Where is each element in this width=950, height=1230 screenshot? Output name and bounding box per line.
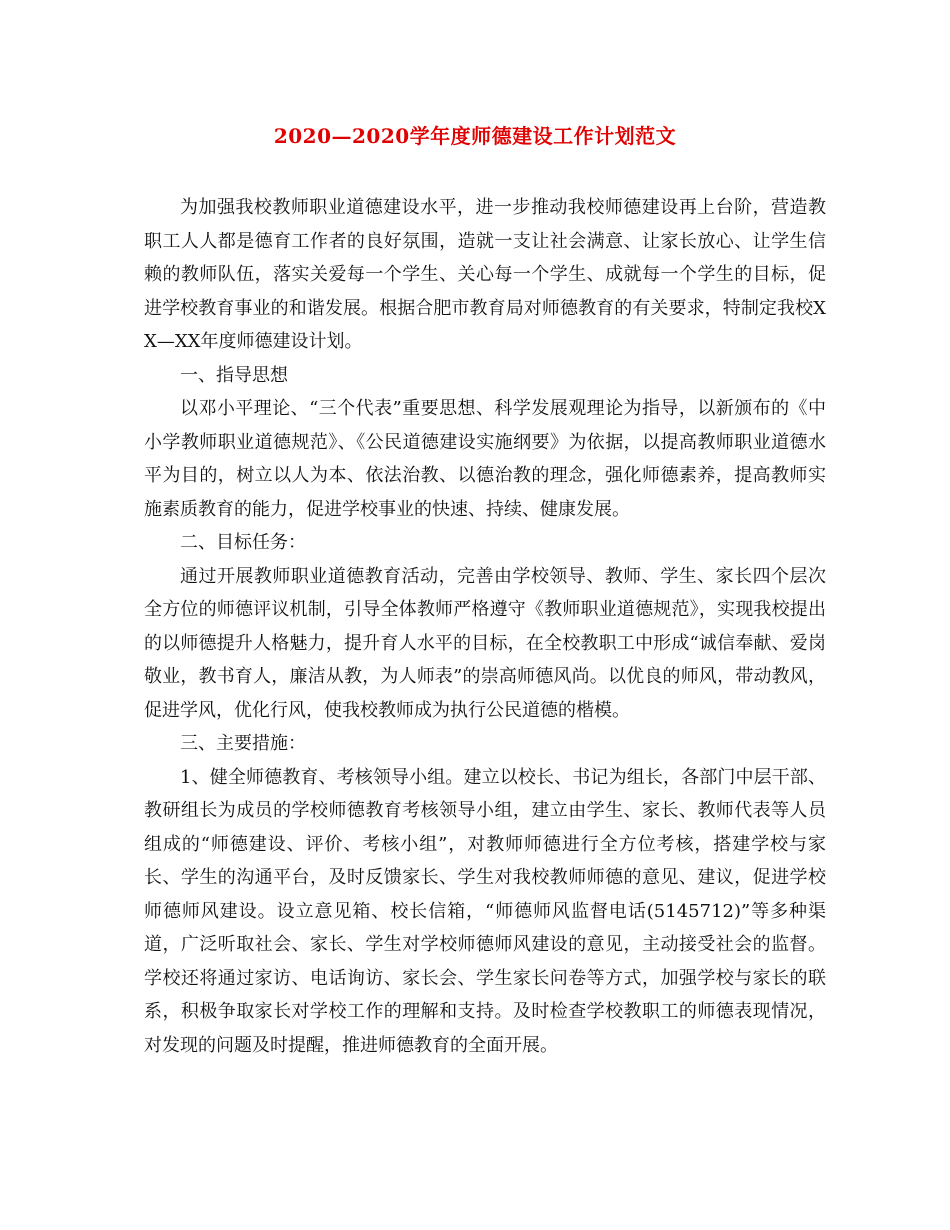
section-heading-guiding-ideology: 一、指导思想 xyxy=(180,364,288,386)
document-body xyxy=(144,191,826,1062)
intro-paragraph: 为加强我校教师职业道德建设水平，进一步推动我校师德建设再上台阶，营造教职工人人都是德育工作者的良好氛围，造就一支让社会满意、让家长放心、让学生信赖的教师队伍，落实关爱每一个学生、关心每一个学生、成就每一个学生的目标，促进学校教育事业的和谐发展。根据合肥市教育局对师德教育的有关要求，特制定我校XX—XX年度师德建设计划。 xyxy=(144,197,826,352)
guiding-ideology-paragraph: 以邓小平理论、“三个代表”重要思想、科学发展观理论为指导，以新颁布的《中小学教师职业道德规范》、《公民道德建设实施纲要》为依据，以提高教师职业道德水平为目的，树立以人为本、依法治教、以德治教的理念，强化师德素养，提高教师实施素质教育的能力，促进学校事业的快速、持续、健康发展。 xyxy=(144,398,826,520)
document-title: 2020—2020学年度师德建设工作计划范文 xyxy=(273,124,677,148)
goals-paragraph: 通过开展教师职业道德教育活动，完善由学校领导、教师、学生、家长四个层次全方位的师德评议机制，引导全体教师严格遵守《教师职业道德规范》，实现我校提出的以师德提升人格魅力，提升育人水平的目标，在全校教职工中形成“诚信奉献、爱岗敬业，教书育人，廉洁从教，为人师表”的崇高师德风尚。以优良的师风，带动教风，促进学风，优化行风，使我校教师成为执行公民道德的楷模。 xyxy=(144,565,826,721)
section-heading-measures: 三、主要措施： xyxy=(180,733,306,754)
section-heading-goals: 二、目标任务： xyxy=(180,532,306,553)
measure-1-paragraph: 1、健全师德教育、考核领导小组。建立以校长、书记为组长，各部门中层干部、教研组长为成员的学校师德教育考核领导小组，建立由学生、家长、教师代表等人员组成的“师德建设、评价、考核小组”，对教师师德进行全方位考核，搭建学校与家长、学生的沟通平台，及时反馈家长、学生对我校教师师德的意见、建议，促进学校师德师风建设。设立意见箱、校长信箱，“师德师风监督电话(5145712)”等多种渠道，广泛听取社会、家长、学生对学校师德师风建设的意见，主动接受社会的监督。学校还将通过家访、电话询访、家长会、学生家长问卷等方式，加强学校与家长的联系，积极争取家长对学校工作的理解和支持。及时检查学校教职工的师德表现情况，对发现的问题及时提醒，推进师德教育的全面开展。 xyxy=(144,766,826,1056)
